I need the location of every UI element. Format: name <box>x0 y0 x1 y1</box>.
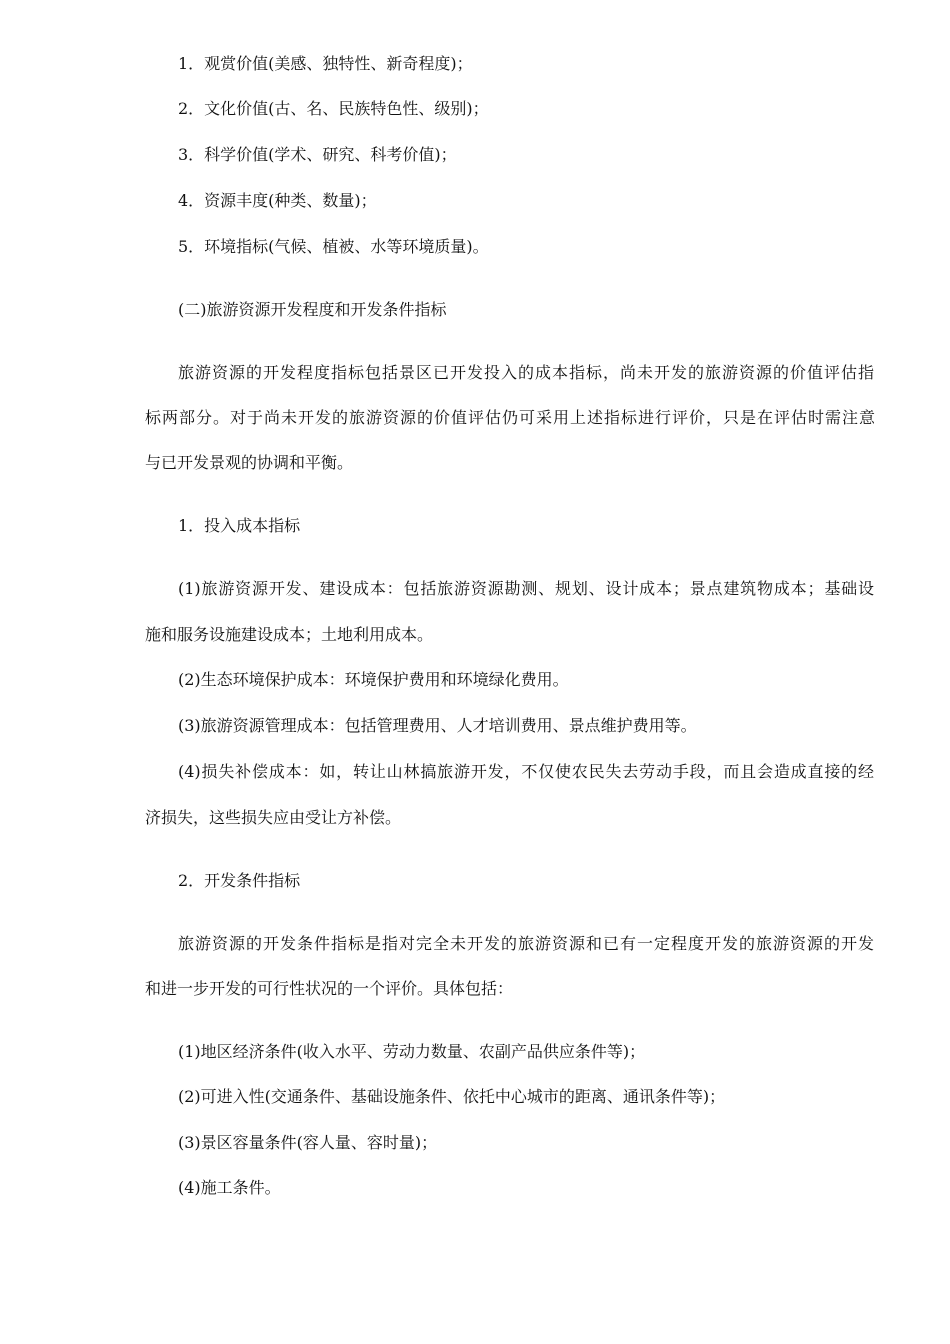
paragraph-line: 和进一步开发的可行性状况的一个评价。具体包括： <box>145 979 514 998</box>
list-item: (4)损失补偿成本：如，转让山林搞旅游开发，不仅使农民失去劳动手段，而且会造成直接的经 <box>178 762 874 781</box>
list-item-continuation: 施和服务设施建设成本；土地利用成本。 <box>145 625 434 644</box>
paragraph-line: 与已开发景观的协调和平衡。 <box>145 453 354 472</box>
list-item: (1)旅游资源开发、建设成本：包括旅游资源勘测、规划、设计成本；景点建筑物成本；基础设 <box>178 579 874 598</box>
list-item: (4)施工条件。 <box>178 1178 281 1197</box>
list-item: (3)旅游资源管理成本：包括管理费用、人才培训费用、景点维护费用等。 <box>178 716 697 735</box>
list-item: 5．环境指标(气候、植被、水等环境质量)。 <box>178 237 489 256</box>
paragraph-line: 旅游资源的开发程度指标包括景区已开发投入的成本指标，尚未开发的旅游资源的价值评估指 <box>178 363 874 382</box>
paragraph-line: 标两部分。对于尚未开发的旅游资源的价值评估仍可采用上述指标进行评价，只是在评估时需注意 <box>145 408 875 427</box>
list-item: (2)生态环境保护成本：环境保护费用和环境绿化费用。 <box>178 670 569 689</box>
list-item: (3)景区容量条件(容人量、容时量)； <box>178 1133 438 1152</box>
list-item: 1．观赏价值(美感、独特性、新奇程度)； <box>178 54 473 73</box>
list-item: (1)地区经济条件(收入水平、劳动力数量、农副产品供应条件等)； <box>178 1042 646 1061</box>
list-item: (2)可进入性(交通条件、基础设施条件、依托中心城市的距离、通讯条件等)； <box>178 1087 726 1106</box>
list-item: 2．文化价值(古、名、民族特色性、级别)； <box>178 99 489 118</box>
list-item: 4．资源丰度(种类、数量)； <box>178 191 377 210</box>
paragraph-line: 旅游资源的开发条件指标是指对完全未开发的旅游资源和已有一定程度开发的旅游资源的开发 <box>178 934 874 953</box>
section-heading: (二)旅游资源开发程度和开发条件指标 <box>178 300 447 319</box>
list-item-continuation: 济损失，这些损失应由受让方补偿。 <box>145 808 402 827</box>
list-item: 3．科学价值(学术、研究、科考价值)； <box>178 145 457 164</box>
subsection-heading: 1．投入成本指标 <box>178 516 301 535</box>
subsection-heading: 2．开发条件指标 <box>178 871 301 890</box>
